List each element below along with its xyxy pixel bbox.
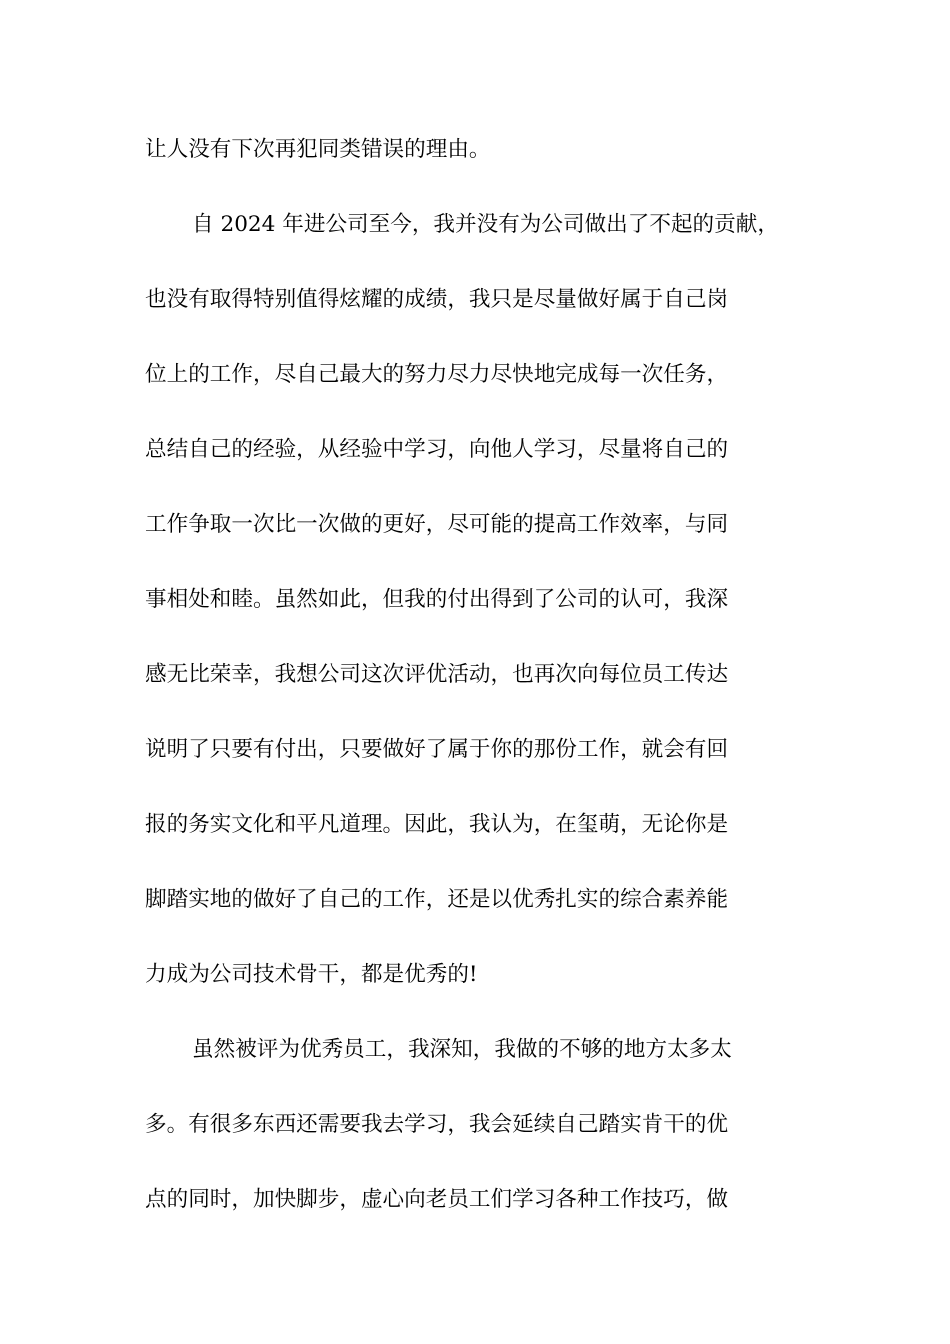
text-line-12: 力成为公司技术骨干，都是优秀的! bbox=[145, 962, 478, 987]
text-line-6: 工作争取一次比一次做的更好，尽可能的提高工作效率，与同 bbox=[145, 512, 729, 537]
text-line-4: 位上的工作，尽自己最大的努力尽力尽快地完成每一次任务， bbox=[145, 362, 729, 387]
text-line-15: 点的同时，加快脚步，虚心向老员工们学习各种工作技巧，做 bbox=[145, 1187, 729, 1212]
body-text bbox=[145, 126, 815, 1251]
text-line-3: 也没有取得特别值得炫耀的成绩，我只是尽量做好属于自己岗 bbox=[145, 287, 729, 312]
text-line-5: 总结自己的经验，从经验中学习，向他人学习，尽量将自己的 bbox=[145, 437, 729, 462]
text-line-9: 说明了只要有付出，只要做好了属于你的那份工作，就会有回 bbox=[145, 737, 729, 762]
text-line-8: 感无比荣幸，我想公司这次评优活动，也再次向每位员工传达 bbox=[145, 662, 729, 687]
text-line-14: 多。有很多东西还需要我去学习，我会延续自己踏实肯干的优 bbox=[145, 1112, 729, 1137]
text-line-13: 虽然被评为优秀员工，我深知，我做的不够的地方太多太 bbox=[192, 1037, 732, 1062]
text-line-7: 事相处和睦。虽然如此，但我的付出得到了公司的认可，我深 bbox=[145, 587, 729, 612]
text-line-2: 自 2024 年进公司至今，我并没有为公司做出了不起的贡献， bbox=[192, 212, 779, 237]
text-line-1: 让人没有下次再犯同类错误的理由。 bbox=[145, 137, 491, 162]
text-line-10: 报的务实文化和平凡道理。因此，我认为，在玺萌，无论你是 bbox=[145, 812, 729, 837]
text-line-11: 脚踏实地的做好了自己的工作，还是以优秀扎实的综合素养能 bbox=[145, 887, 729, 912]
